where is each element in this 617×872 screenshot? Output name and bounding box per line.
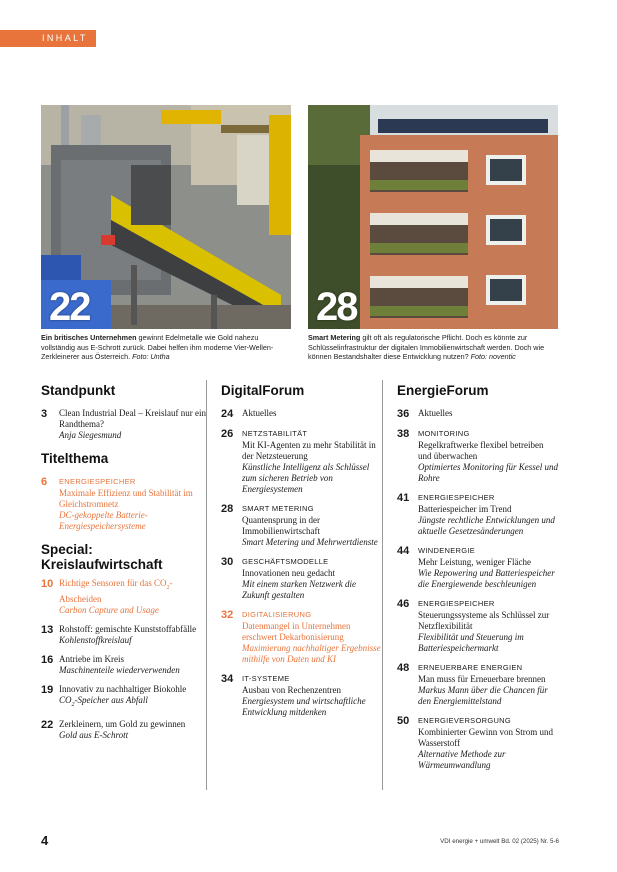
photo-caption	[41, 333, 293, 362]
section-heading	[41, 542, 206, 572]
toc-title: Mit KI-Agenten zu mehr Stabilität in der Netzsteuerung	[242, 440, 376, 461]
toc-title: Maximale Effizienz und Stabilität im Gleichstromnetz	[59, 488, 193, 509]
toc-entry[interactable]	[397, 428, 558, 484]
toc-entry[interactable]	[397, 715, 558, 771]
caption-text: gewinnt Edelmetalle wie Gold nahezu vollständig aus E-Schrott zurück. Dabei helfen ihm moderne Vier-Wellen-Zerkleinerer aus Österreich.	[41, 333, 274, 362]
toc-entry[interactable]	[397, 492, 558, 537]
toc-subtitle	[59, 695, 206, 711]
toc-page-number: 32	[221, 609, 234, 621]
toc-page-number: 19	[41, 683, 54, 696]
toc-title: Mehr Leistung, weniger Fläche	[418, 557, 531, 567]
toc-subtitle: DC-gekoppelte Batterie-Energiespeichersysteme	[59, 510, 148, 531]
toc-category: NETZSTABILITÄT	[242, 429, 308, 438]
toc-entry[interactable]	[41, 476, 206, 532]
toc-entry[interactable]	[41, 624, 206, 646]
toc-title: Aktuelles	[418, 408, 453, 418]
toc-entry[interactable]	[41, 578, 206, 616]
toc-entry[interactable]	[41, 719, 206, 741]
toc-title	[59, 578, 206, 605]
toc-subtitle: Wie Repowering und Batteriespeicher die Energiewende beschleunigen	[418, 568, 555, 589]
toc-subtitle: Markus Mann über die Chancen für den Energiemittelstand	[418, 685, 548, 706]
toc-title: Quantensprung in der Immobilienwirtschaft	[242, 515, 320, 536]
toc-subtitle: Künstliche Intelligenz als Schlüssel zum sicheren Betrieb von Energiesystemen	[242, 462, 370, 494]
toc-entry[interactable]	[397, 545, 558, 590]
toc-subtitle: Optimiertes Monitoring für Kessel und Rohre	[418, 462, 558, 483]
toc-entry[interactable]	[221, 609, 382, 665]
toc-subtitle: Flexibilität und Steuerung im Batteriespeichermarkt	[418, 632, 524, 653]
toc-category: ERNEUERBARE ENERGIEN	[418, 663, 523, 672]
toc-column-1	[41, 383, 206, 749]
toc-column-3	[382, 380, 558, 790]
toc-column-2	[206, 380, 382, 790]
toc-subtitle: Mit einem starken Netzwerk die Zukunft gestalten	[242, 579, 356, 600]
toc-title: Clean Industrial Deal – Kreislauf nur ein Randthema?	[59, 408, 206, 429]
toc-entry[interactable]	[221, 408, 382, 420]
toc-category: MONITORING	[418, 429, 470, 438]
toc-title-end: -Abscheiden	[59, 578, 173, 604]
toc-title: Kombinierter Gewinn von Strom und Wasserstoff	[418, 727, 553, 748]
section-heading: Standpunkt	[41, 383, 116, 398]
toc-page-number: 6	[41, 476, 48, 488]
toc-category: ENERGIESPEICHER	[418, 599, 495, 608]
toc-title: Rohstoff: gemischte Kunststoffabfälle	[59, 623, 197, 634]
toc-category: SMART METERING	[242, 504, 314, 513]
toc-category: ENERGIESPEICHER	[59, 477, 136, 486]
toc-page-number: 36	[397, 408, 410, 420]
toc-subtitle-end: -Speicher aus Abfall	[74, 694, 148, 705]
toc-title: Steuerungssysteme als Schlüssel zur Netzflexibilität	[418, 610, 550, 631]
toc-entry[interactable]	[41, 654, 206, 676]
toc-page-number: 48	[397, 662, 410, 674]
photo-shredder	[41, 105, 291, 329]
toc-subtitle: Energiesystem und wirtschaftliche Entwicklung mitdenken	[242, 696, 366, 717]
section-heading: DigitalForum	[221, 383, 305, 398]
toc-subtitle: Alternative Methode zur Wärmeumwandlung	[418, 749, 506, 770]
toc-category: GESCHÄFTSMODELLE	[242, 557, 329, 566]
toc-title: Zerkleinern, um Gold zu gewinnen	[59, 718, 186, 729]
toc-title-text: Richtige Sensoren für das CO	[59, 578, 167, 588]
toc-title: Innovationen neu gedacht	[242, 568, 335, 578]
photo-building	[308, 105, 558, 329]
caption-credit: Foto: Untha	[132, 352, 170, 362]
caption-credit: Foto: noventic	[470, 352, 516, 362]
toc-page-number: 22	[41, 718, 54, 731]
toc-entry[interactable]	[41, 408, 206, 441]
toc-title-subscript: 2	[166, 584, 170, 591]
toc-subtitle: Jüngste rechtliche Entwicklungen und aktuelle Gesetzesänderungen	[418, 515, 555, 536]
toc-subtitle: Gold aus E-Schrott	[59, 729, 129, 740]
toc-page-number: 26	[221, 428, 234, 440]
toc-page-number: 13	[41, 623, 54, 636]
section-heading: Titelthema	[41, 451, 109, 466]
toc-title: Innovativ zu nachhaltiger Biokohle	[59, 683, 187, 694]
toc-title: Datenmangel in Unternehmen erschwert Dekarbonisierung	[242, 621, 351, 642]
toc-entry[interactable]	[397, 662, 558, 707]
toc-page-number: 10	[41, 578, 54, 590]
toc-subtitle-text: CO	[59, 694, 72, 705]
toc-category: WINDENERGIE	[418, 546, 476, 555]
section-label: INHALT	[0, 30, 96, 47]
toc-page-number: 50	[397, 715, 410, 727]
toc-entry[interactable]	[221, 556, 382, 601]
toc-entry[interactable]	[221, 503, 382, 548]
toc-page-number: 28	[221, 503, 234, 515]
toc-title: Batteriespeicher im Trend	[418, 504, 512, 514]
photo-caption	[308, 333, 560, 362]
toc-page-number: 3	[41, 408, 48, 420]
toc-page-number: 30	[221, 556, 234, 568]
toc-subtitle: Maschinenteile wiederverwenden	[59, 664, 180, 675]
toc-category: ENERGIESPEICHER	[418, 493, 495, 502]
page-number: 4	[41, 833, 49, 848]
toc-title: Ausbau von Rechenzentren	[242, 685, 341, 695]
toc-entry[interactable]	[221, 428, 382, 495]
toc-entry[interactable]	[397, 408, 558, 420]
toc-category: IT-SYSTEME	[242, 674, 290, 683]
toc-title: Regelkraftwerke flexibel betreiben und überwachen	[418, 440, 544, 461]
toc-subtitle: Smart Metering und Mehrwertdienste	[242, 537, 378, 547]
caption-lead: Ein britisches Unternehmen	[41, 333, 137, 342]
toc-page-number: 44	[397, 545, 410, 557]
toc-entry[interactable]	[397, 598, 558, 654]
toc-category: ENERGIEVERSORGUNG	[418, 716, 512, 725]
photo-page-number: 28	[316, 285, 357, 329]
section-heading-line-2: Kreislaufwirtschaft	[41, 557, 163, 572]
toc-page-number: 38	[397, 428, 410, 440]
section-heading: EnergieForum	[397, 383, 489, 398]
section-heading-line-1: Special:	[41, 542, 93, 557]
toc-page-number: 16	[41, 653, 54, 666]
caption-text: gilt oft als regulatorische Pflicht. Doch es könnte zur Schlüsselinfrastruktur der digitalen Immobilienwirtschaft werden. Doch wie können Bestandshalter diese Entwicklung nutzen?	[308, 333, 545, 362]
toc-entry[interactable]	[41, 684, 206, 711]
caption-lead: Smart Metering	[308, 333, 361, 342]
toc-title: Antriebe im Kreis	[59, 653, 124, 664]
toc-category: DIGITALISIERUNG	[242, 610, 312, 619]
toc-entry[interactable]	[221, 673, 382, 718]
toc-page-number: 41	[397, 492, 410, 504]
toc-subtitle: Carbon Capture and Usage	[59, 604, 159, 615]
toc-subtitle-subscript: 2	[71, 701, 75, 708]
toc-subtitle: Anja Siegesmund	[59, 430, 122, 440]
photo-page-number: 22	[49, 285, 90, 329]
toc-page-number: 46	[397, 598, 410, 610]
toc-subtitle: Kohlenstoffkreislauf	[59, 634, 132, 645]
toc-page-number: 24	[221, 408, 234, 420]
toc-page-number: 34	[221, 673, 234, 685]
toc-title: Man muss für Erneuerbare brennen	[418, 674, 546, 684]
publication-line: VDI energie + umwelt Bd. 02 (2025) Nr. 5-6	[440, 838, 559, 845]
toc-subtitle: Maximierung nachhaltiger Ergebnisse mithilfe von Daten und KI	[242, 643, 381, 664]
toc-title: Aktuelles	[242, 408, 277, 418]
